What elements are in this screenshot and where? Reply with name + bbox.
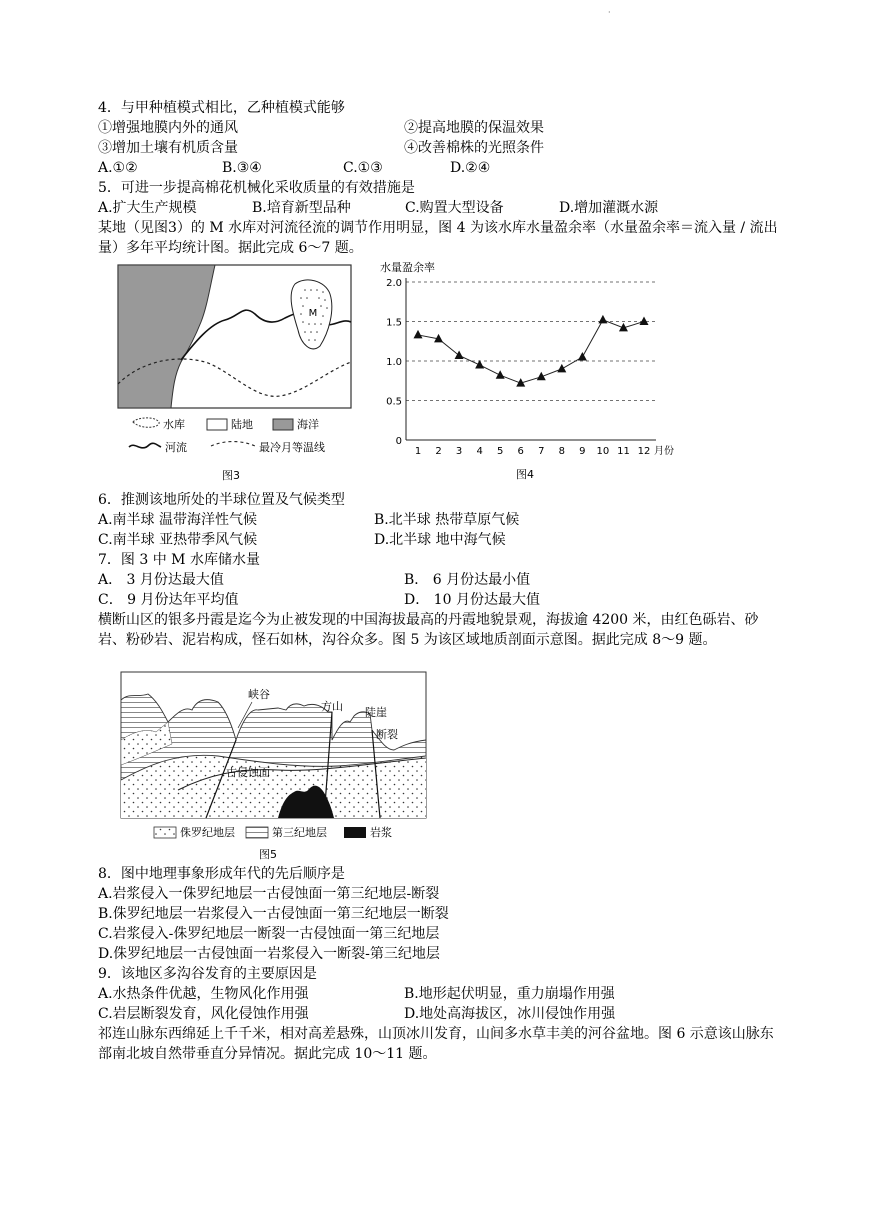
legend-magma: 岩浆 bbox=[370, 826, 392, 839]
legend-reservoir: 水库 bbox=[163, 418, 185, 431]
figure-4 bbox=[378, 258, 678, 488]
figure-4-caption: 图4 bbox=[516, 468, 534, 481]
x-tick-label: 9 bbox=[579, 446, 586, 457]
q6-stem: 6．推测该地所处的半球位置及气候类型 bbox=[98, 492, 345, 508]
q7-answer-a: A． 3 月份达最大值 bbox=[98, 572, 224, 588]
x-tick-label: 4 bbox=[476, 446, 483, 457]
x-tick-label: 1 bbox=[414, 446, 422, 457]
label-cliff: 陡崖 bbox=[365, 706, 387, 719]
legend-river: 河流 bbox=[165, 441, 187, 454]
x-tick-label: 8 bbox=[558, 446, 566, 457]
q8-answer-d: D.侏罗纪地层一古侵蚀面一岩浆侵入一断裂-第三纪地层 bbox=[98, 946, 440, 962]
figure-3-map bbox=[115, 262, 355, 487]
data-point bbox=[496, 370, 505, 379]
legend-isotherm: 最冷月等温线 bbox=[259, 441, 325, 454]
figure-3 bbox=[115, 262, 355, 487]
intro-6-7: 某地（见图3）的 M 水库对河流径流的调节作用明显，图 4 为该水库水量盈余率（水量盈余率＝流入量 / 流出量）多年平均统计图。据此完成 6～7 题。 bbox=[98, 220, 778, 256]
q7-stem: 7．图 3 中 M 水库储水量 bbox=[98, 552, 260, 568]
q4-stem: 4．与甲种植模式相比，乙种植模式能够 bbox=[98, 100, 345, 116]
q5-answer-c: C.购置大型设备 bbox=[405, 200, 504, 216]
figure-4-chart bbox=[378, 258, 678, 488]
q6-answer-b: B.北半球 热带草原气候 bbox=[374, 512, 520, 528]
legend-ocean: 海洋 bbox=[297, 418, 319, 431]
header-mark: · bbox=[608, 8, 611, 17]
x-tick-label: 10 bbox=[596, 446, 610, 457]
q4-answer-d: D.②④ bbox=[450, 160, 491, 176]
q4-option-1: ①增强地膜内外的通风 bbox=[98, 120, 238, 136]
data-point bbox=[578, 352, 587, 361]
figure-5 bbox=[118, 670, 436, 865]
x-tick-label: 2 bbox=[435, 446, 442, 457]
x-tick-label: 3 bbox=[455, 446, 463, 457]
x-tick-label: 11 bbox=[617, 446, 630, 457]
data-point bbox=[455, 350, 464, 359]
legend-land: 陆地 bbox=[231, 418, 253, 431]
q8-answer-c: C.岩浆侵入-侏罗纪地层一断裂一古侵蚀面一第三纪地层 bbox=[98, 926, 440, 942]
label-fault: 断裂 bbox=[376, 728, 398, 741]
data-point bbox=[598, 315, 607, 324]
data-point bbox=[640, 317, 649, 326]
q4-option-4: ④改善棉株的光照条件 bbox=[404, 140, 544, 156]
q8-answer-b: B.侏罗纪地层一岩浆侵入一古侵蚀面一第三纪地层一断裂 bbox=[98, 906, 449, 922]
figure-5-caption: 图5 bbox=[259, 848, 277, 861]
data-point bbox=[414, 330, 423, 339]
q5-stem: 5．可进一步提高棉花机械化采收质量的有效措施是 bbox=[98, 180, 415, 196]
q5-answer-a: A.扩大生产规模 bbox=[98, 200, 197, 216]
figure-3-caption: 图3 bbox=[222, 469, 240, 482]
x-tick-label: 5 bbox=[496, 446, 504, 457]
legend-jurassic: 侏罗纪地层 bbox=[180, 826, 235, 839]
q7-answer-d: D． 10 月份达最大值 bbox=[404, 592, 540, 608]
y-tick-label: 1.5 bbox=[386, 317, 402, 329]
intro-8-9: 横断山区的银多丹霞是迄今为止被发现的中国海拔最高的丹霞地貌景观，海拔逾 4200 米，由红色砾岩、砂岩、粉砂岩、泥岩构成，怪石如林，沟谷众多。图 5 为该区域地质剖面示意图。据此完成 8～9 题。 bbox=[98, 612, 759, 648]
y-tick-label: 0.5 bbox=[386, 396, 402, 408]
q5-answer-b: B.培育新型品种 bbox=[252, 200, 351, 216]
q4-answer-c: C.①③ bbox=[343, 160, 383, 176]
x-axis-label: 月份 bbox=[654, 446, 674, 457]
label-mesa: 方山 bbox=[321, 700, 343, 713]
q4-option-3: ③增加土壤有机质含量 bbox=[98, 140, 238, 156]
q6-answer-d: D.北半球 地中海气候 bbox=[374, 532, 506, 548]
reservoir-m-label: M bbox=[308, 308, 318, 319]
label-erosion: 古侵蚀面 bbox=[226, 766, 270, 779]
q6-answer-c: C.南半球 亚热带季风气候 bbox=[98, 532, 258, 548]
q4-answer-b: B.③④ bbox=[222, 160, 262, 176]
q8-answer-a: A.岩浆侵入一侏罗纪地层一古侵蚀面一第三纪地层-断裂 bbox=[98, 886, 440, 902]
q9-answer-d: D.地处高海拔区，冰川侵蚀作用强 bbox=[404, 1006, 616, 1022]
q8-stem: 8．图中地理事象形成年代的先后顺序是 bbox=[98, 866, 345, 882]
q4-option-2: ②提高地膜的保温效果 bbox=[404, 120, 544, 136]
label-canyon: 峡谷 bbox=[248, 688, 270, 701]
legend-tertiary: 第三纪地层 bbox=[272, 826, 327, 839]
q7-answer-c: C． 9 月份达年平均值 bbox=[98, 592, 239, 608]
q6-answer-a: A.南半球 温带海洋性气候 bbox=[98, 512, 258, 528]
q7-answer-b: B． 6 月份达最小值 bbox=[404, 572, 531, 588]
y-tick-label: 2.0 bbox=[386, 278, 402, 289]
chart-title: 水量盈余率 bbox=[380, 261, 435, 274]
data-point bbox=[475, 360, 484, 369]
q4-answer-a: A.①② bbox=[98, 160, 138, 176]
figure-5-section bbox=[118, 670, 436, 865]
x-tick-label: 12 bbox=[637, 446, 651, 457]
q9-answer-b: B.地形起伏明显，重力崩塌作用强 bbox=[404, 986, 615, 1002]
y-tick-label: 1.0 bbox=[386, 357, 402, 368]
x-tick-label: 7 bbox=[538, 446, 545, 457]
q9-answer-a: A.水热条件优越，生物风化作用强 bbox=[98, 986, 309, 1002]
q9-stem: 9．该地区多沟谷发育的主要原因是 bbox=[98, 966, 317, 982]
data-point bbox=[557, 364, 566, 373]
x-tick-label: 6 bbox=[517, 446, 524, 457]
intro-10-11: 祁连山脉东西绵延上千千米，相对高差悬殊，山顶冰川发育，山间多水草丰美的河谷盆地。图 6 示意该山脉东部南北坡自然带垂直分异情况。据此完成 10～11 题。 bbox=[98, 1026, 774, 1062]
q9-answer-c: C.岩层断裂发育，风化侵蚀作用强 bbox=[98, 1006, 309, 1022]
q5-answer-d: D.增加灌溉水源 bbox=[559, 200, 659, 216]
y-tick-label: 0 bbox=[395, 436, 402, 447]
